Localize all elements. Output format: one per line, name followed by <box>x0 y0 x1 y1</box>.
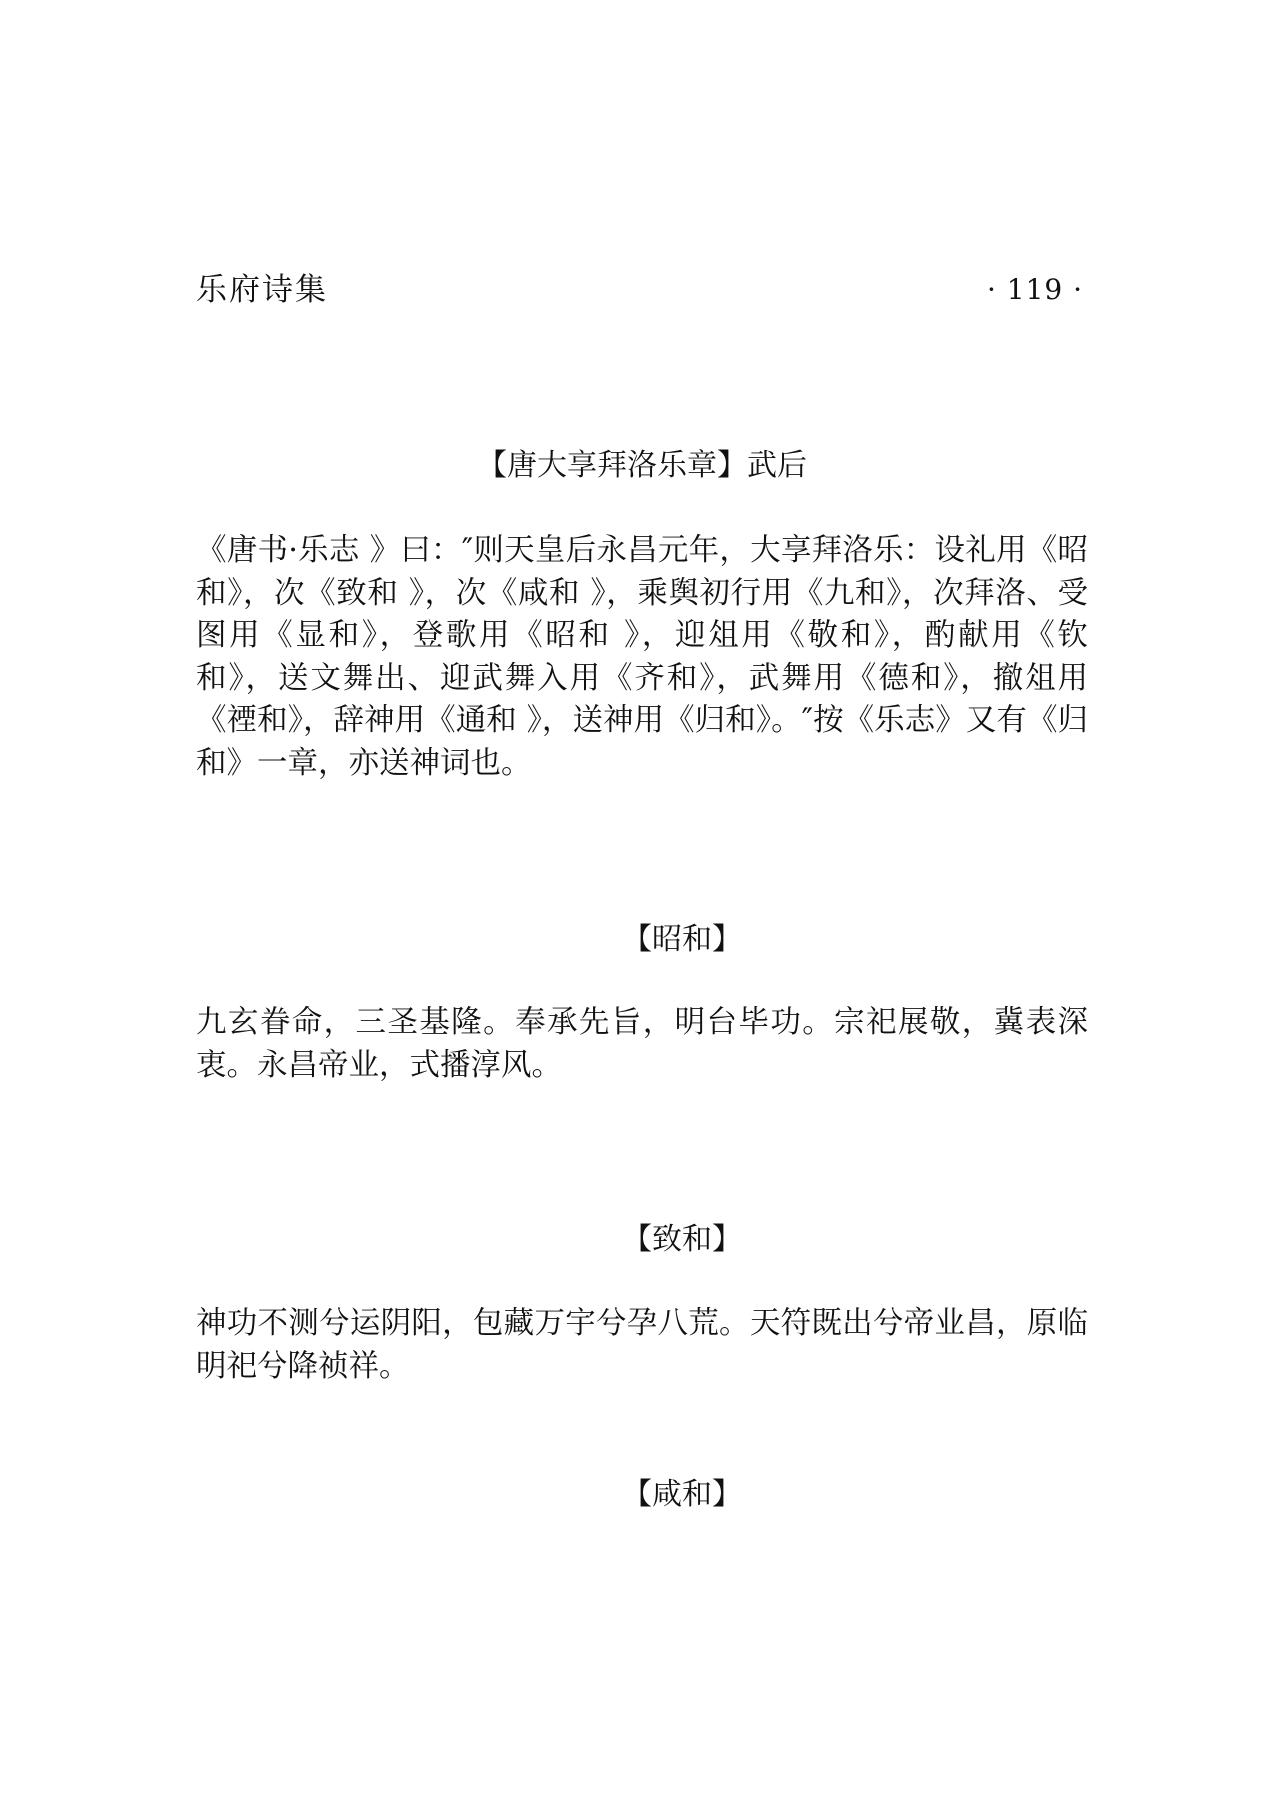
section-heading-zhihe: 【致和】 <box>622 1222 742 1257</box>
page-number: · 119 · <box>986 273 1083 306</box>
section-heading-zhaohe: 【昭和】 <box>622 922 742 957</box>
intro-paragraph: 《唐书·乐志 》曰：″则天皇后永昌元年，大享拜洛乐：设礼用《昭和》，次《致和 》，次《咸和 》，乘舆初行用《九和》，次拜洛、受图用《显和》，登歌用《昭和 》，迎俎用《敬和》，酌献用《钦和》，送文舞出、迎武舞入用《齐和》，武舞用《德和》，撤俎用《禋和》，辞神用《通和 》，送神用《归和》。″按《乐志》又有《归和》一章，亦送神词也。 <box>196 533 1088 781</box>
section-heading-xianhe: 【咸和】 <box>622 1477 742 1512</box>
poem-zhihe: 神功不测兮运阴阳，包藏万宇兮孕八荒。天符既出兮帝业昌，原临明祀兮降祯祥。 <box>196 1306 1088 1384</box>
section-heading-main: 【唐大享拜洛乐章】武后 <box>477 448 807 483</box>
poem-zhaohe: 九玄眷命，三圣基隆。奉承先旨，明台毕功。宗祀展敬，冀表深衷。永昌帝业，式播淳风。 <box>196 1005 1088 1083</box>
book-title: 乐府诗集 <box>196 272 328 308</box>
